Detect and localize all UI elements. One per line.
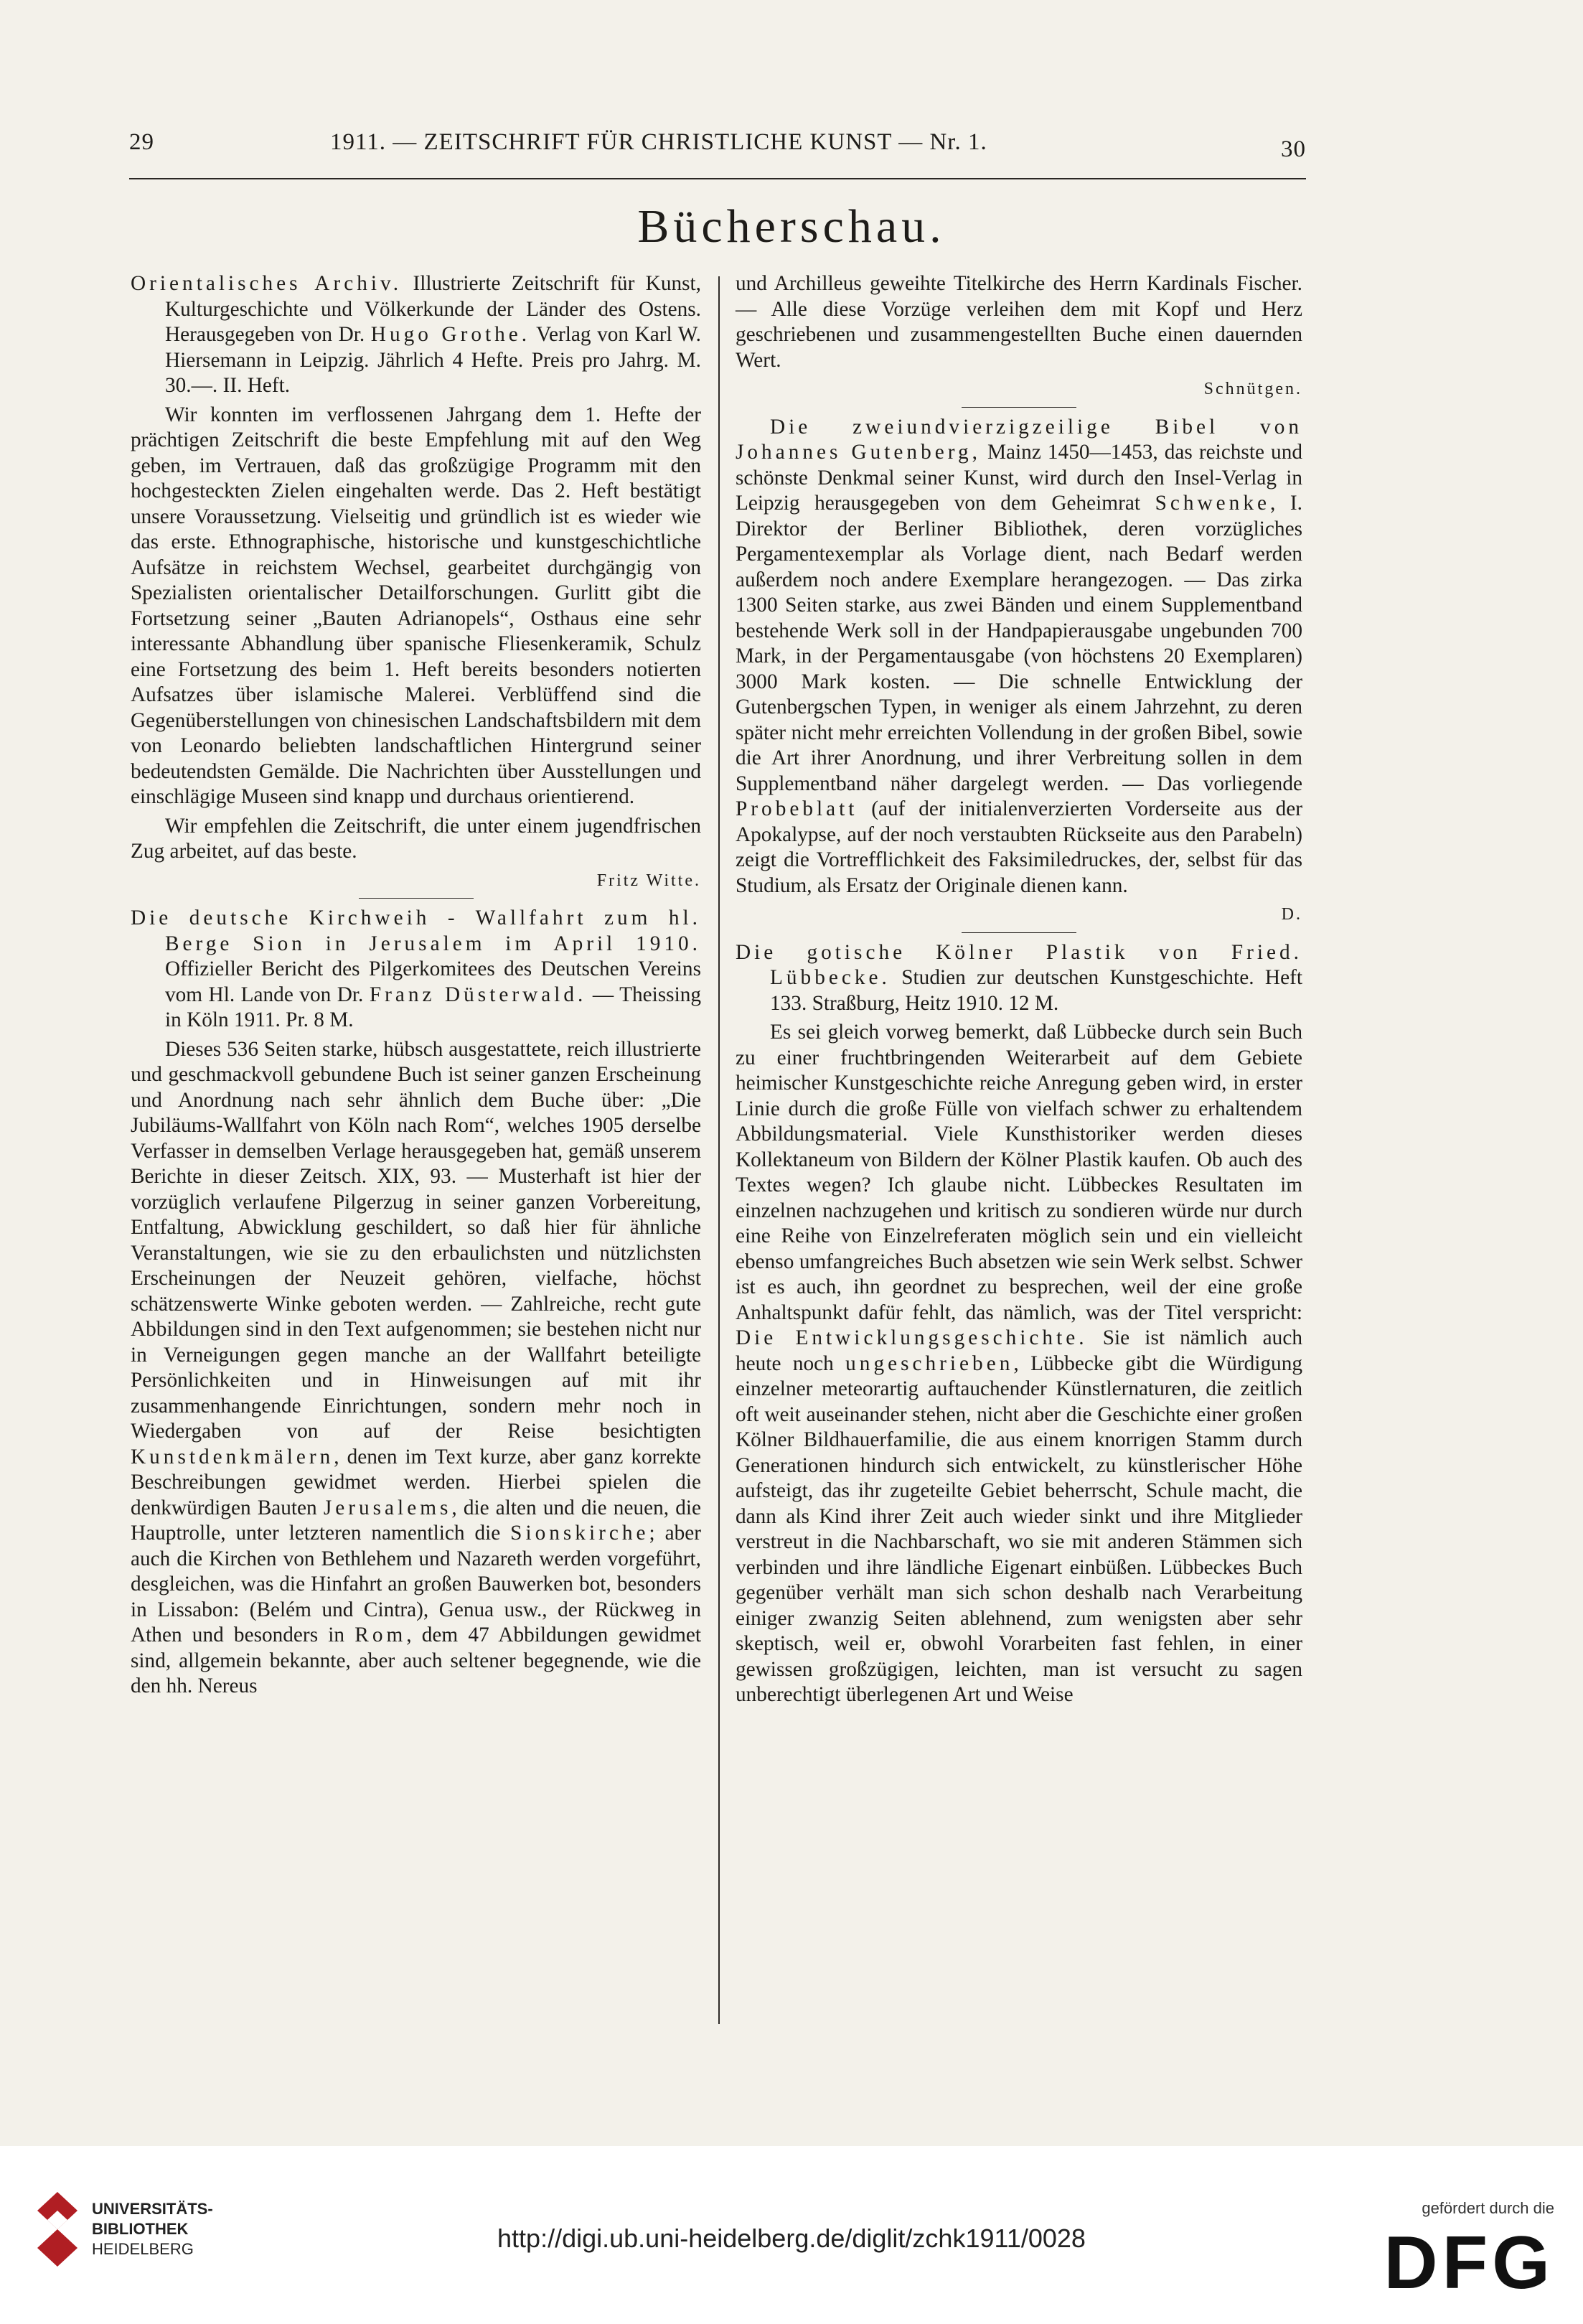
running-header (129, 129, 1306, 172)
review-separator (962, 932, 1076, 933)
digitization-footer (0, 2146, 1583, 2324)
dfg-logo: DFG (1384, 2221, 1554, 2305)
permalink-url[interactable]: http://digi.ub.uni-heidelberg.de/diglit/zchk1911/0028 (497, 2224, 1086, 2253)
editor-name: Hugo Grothe. (370, 323, 531, 346)
review-separator (359, 898, 474, 899)
column-divider (718, 276, 720, 2024)
reviewer-signature: D. (1281, 905, 1302, 924)
review-paragraph-continued: und Archilleus geweihte Titelkirche des Herrn Kardinals Fischer. — Alle diese Vorzüge verleihen dem mit Kopf und Herz geschriebenen und zusammengestellten Buche einen dauernden Wert. (736, 272, 1302, 372)
page-number-left: 29 (129, 129, 154, 155)
review-heading-gutenberg-bibel: Die zweiundvierzigzeilige Bibel von Johannes Gutenberg, Mainz 1450—1453, das reichste und schönste Denkmal seiner Kunst, wird durch den Insel-Verlag in Leipzig herausgegeben von dem Geheimrat Schwenke, I. Direktor der Berliner Bibliothek, deren vorzügliches Pergamentexemplar als Vorlage dient, nach Bedarf werden außerdem noch andere Exemplare herangezogen. — Das zirka 1300 Seiten starke, aus zwei Bänden und einem Supplementband bestehende Werk soll in der Handpapierausgabe ungebunden 700 Mark, in der Pergamentausgabe (von höchstens 20 Exemplaren) 3000 Mark kosten. — Die schnelle Entwicklung der Gutenbergschen Typen, in weniger als einem Jahrzehnt, zu deren später nicht mehr erreichten Vollendung in der großen Bibel, sowie die Art ihrer Anordnung, und ihrer Verbreitung sollen in dem Supplementband näher dargelegt werden. — Das vorliegende Probeblatt (auf der initialenverzierten Vorderseite aus der Apokalypse, auf der noch verstaubten Rückseite aus den Parabeln) zeigt die Vortrefflichkeit des Faksimiledruckes, der, selbst für das Studium, als Ersatz der Originale dienen kann. (736, 415, 1302, 897)
review-separator (962, 407, 1076, 408)
review-paragraph: Dieses 536 Seiten starke, hübsch ausgestattete, reich illustrierte und geschmackvoll gebundene Buch ist seiner ganzen Erscheinung und Anordnung nach sehr ähnlich dem Buche über: „Die Jubiläums-Wallfahrt von Köln nach Rom“, welches 1905 derselbe Verfasser in demselben Verlage herausgegeben hat, gemäß unserem Berichte in dieser Zeitsch. XIX, 93. — Musterhaft ist hier der vorzüglich verlaufene Pilgerzug in seiner ganzen Vorbereitung, Entfaltung, Abwicklung geschildert, so daß hier für ähnliche Veranstaltungen, wie sie zu den erbaulichsten und nützlichsten Erscheinungen der Neuzeit gehören, vielfache, höchst schätzenswerte Winke geboten werden. — Zahlreiche, recht gute Abbildungen sind in den Text aufgenommen; sie bestehen nicht nur in Verneigungen gegen manche an der Wallfahrt beteiligte Persönlichkeiten und in Hinweisungen auf mit ihr zusammenhangende Einrichtungen, sondern mehr noch in Wiedergaben von auf der Reise besichtigten Kunstdenkmälern, denen im Text kurze, aber ganz korrekte Beschreibungen gewidmet werden. Hierbei spielen die denkwürdigen Bauten Jerusalems, die alten und die neuen, die Hauptrolle, unter letzteren namentlich die Sionskirche; aber auch die Kirchen von Bethlehem und Nazareth werden vorgeführt, desgleichen, was die Hinfahrt an großen Bauwerken bot, besonders in Lissabon: (Belém und Cintra), Genua usw., der Rückweg in Athen und besonders in Rom, dem 47 Abbildungen gewidmet sind, allgemein bekannte, aber auch seltener begegnende, wie die den hh. Nereus (131, 1037, 701, 1697)
author-name: Franz Düsterwald. (369, 983, 587, 1006)
page-number-right: 30 (1281, 136, 1306, 162)
right-column (736, 271, 1302, 1712)
review-title: Die gotische Kölner Plastik von Fried. Lübbecke. (736, 940, 1302, 989)
review-paragraph: Es sei gleich vorweg bemerkt, daß Lübbecke durch sein Buch zu einer fruchtbringenden Weiterarbeit auf dem Gebiete heimischer Kunstgeschichte reiche Anregung geben wird, in erster Linie durch die große Fülle von vielfach schwer zu erhaltendem Abbildungsmaterial. Viele Kunsthistoriker werden dieses Kollektaneum von Bildern der Kölner Plastik kaufen. Ob auch des Textes wegen? Ich glaube nicht. Lübbeckes Resultaten im einzelnen nachzugehen und kritisch zu sondieren würde nur durch eine Reihe von Einzelreferaten möglich sein und ein vielleicht ebenso umfangreiches Buch absetzen wie sein Werk selbst. Schwer ist es auch, ihn geordnet zu besprechen, weil der eine große Anhaltspunkt dafür fehlt, das nämlich, was der Titel verspricht: Die Entwicklungsgeschichte. Sie ist nämlich auch heute noch ungeschrieben, Lübbecke gibt die Würdigung einzelner meteorartig auftauchender Künstlernaturen, die zeitlich oft weit auseinander stehen, nicht aber die Geschichte einer großen Kölner Bildhauerfamilie, die aus einem knorrigen Stamm durch Generationen hindurch sich entwickelt, zu künstlerischer Höhe aufsteigt, das ihr zugeteilte Gebiet beherrscht, Schule macht, die dann als Kind ihrer Zeit auch wieder sinkt und ihre Mitglieder verstreut in die Nachbarschaft, wo sie mit anderen Stämmen sich verbinden und ihre ländliche Eigenart einbüßen. Lübbeckes Buch gegenüber verhält man sich schon deshalb nach Verarbeitung einiger zwanzig Seiten ablehnend, zum wenigsten aber sehr skeptisch, weil er, obwohl Vorarbeiten fast fehlen, in einer gewissen großzügigen, leichten, man ist versucht zu sagen unberechtigt überlegenen Art und Weise (736, 1021, 1302, 1706)
reviewer-signature: Fritz Witte. (596, 871, 701, 890)
review-heading-kirchweih-wallfahrt: Die deutsche Kirchweih - Wallfahrt zum hl. Berge Sion in Jerusalem im April 1910. Offizieller Bericht des Pilgerkomitees des Deutschen Vereins vom Hl. Lande von Dr. Franz Düsterwald. — Theissing in Köln 1911. Pr. 8 M. (131, 906, 702, 1031)
section-title: Bücherschau. (637, 200, 946, 253)
review-title: Die zweiundvierzigzeilige Bibel von Johannes Gutenberg, (736, 415, 1302, 464)
funding-note: gefördert durch die (1422, 2199, 1554, 2217)
review-heading-koelner-plastik: Die gotische Kölner Plastik von Fried. Lübbecke. Studien zur deutschen Kunstgeschichte. Heft 133. Straßburg, Heitz 1910. 12 M. (736, 940, 1302, 1015)
review-title: Orientalisches Archiv. (131, 272, 403, 295)
review-paragraph: Wir empfehlen die Zeitschrift, die unter einem jugendfrischen Zug arbeitet, auf das beste. (131, 814, 701, 863)
review-paragraph: Wir konnten im verflossenen Jahrgang dem 1. Hefte der prächtigen Zeitschrift die beste Empfehlung mit auf den Weg geben, im Vertrauen, daß das großzügige Programm mit den hochgesteckten Zielen eingehalten werde. Das 2. Heft bestätigt unsere Voraussetzung. Vielseitig und gründlich ist es wieder wie das erste. Ethnographische, historische und kunstgeschichtliche Aufsätze in reichstem Wechsel, gearbeitet durchgängig von Spezialisten orientalischer Detailforschungen. Gurlitt gibt die Fortsetzung seiner „Bauten Adrianopels“, Osthaus eine sehr interessante Abhandlung über spanische Fliesenkeramik, Schulz eine Fortsetzung des beim 1. Heft bereits besonders notierten Aufsatzes über islamische Malerei. Verblüffend sind die Gegenüberstellungen von chinesischen Landschaftsbildern mit dem von Leonardo beliebten landschaftlichen Hintergrund seiner bedeutendsten Gemälde. Die Nachrichten über Ausstellungen und einschlägige Museen sind knapp und durchaus orientierend. (131, 403, 701, 808)
left-column (131, 271, 701, 1703)
review-heading-orientalisches-archiv: Orientalisches Archiv. Illustrierte Zeitschrift für Kunst, Kulturgeschichte und Völkerkunde der Länder des Ostens. Herausgegeben von Dr. Hugo Grothe. Verlag von Karl W. Hiersemann in Leipzig. Jährlich 4 Hefte. Preis pro Jahrg. M. 30.—. II. Heft. (131, 272, 701, 397)
header-rule (129, 178, 1306, 179)
review-title: Die deutsche Kirchweih - Wallfahrt zum hl. Berge Sion in Jerusalem im April 1910. (131, 906, 701, 955)
reviewer-signature: Schnütgen. (1203, 380, 1302, 398)
journal-header: 1911. — ZEITSCHRIFT FÜR CHRISTLICHE KUNST — Nr. 1. (330, 129, 987, 155)
university-library-name: UNIVERSITÄTS- BIBLIOTHEK HEIDELBERG (92, 2200, 213, 2258)
